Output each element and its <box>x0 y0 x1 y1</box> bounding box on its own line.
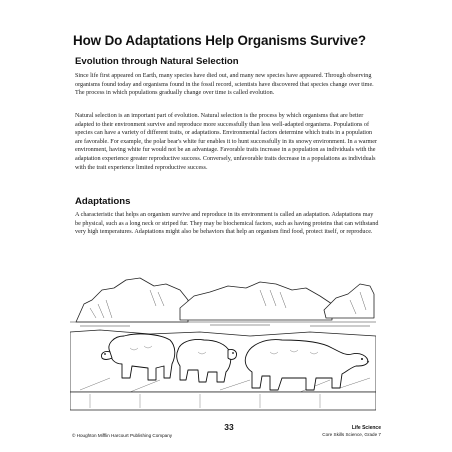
paragraph-evolution-1: Since life first appeared on Earth, many species have died out, and many new species have appeared. Through observing organisms found today and organisms found in the fossil record, scientists have discovered that species change over time. The process in which populations gradually change over time is called evolution. <box>75 73 374 97</box>
footer-book-title: Core Skills Science, Grade 7 <box>322 431 381 437</box>
polar-bears-illustration <box>70 260 376 420</box>
footer-book-info <box>322 425 381 438</box>
footer-subject: Life Science <box>351 425 381 431</box>
paragraph-adaptations: A characteristic that helps an organism survive and reproduce in its environment is called an adaptation. Adaptations may be physical, such as a long neck or striped fur. They may be biochemical factors, such as having proteins that can withstand very high temperatures. Adaptations might also be behaviors that help an organism find food, protect itself, or reproduce. <box>75 212 379 236</box>
page-number: 33 <box>224 422 234 432</box>
section-heading-adaptations: Adaptations <box>75 196 131 207</box>
section-heading-evolution: Evolution through Natural Selection <box>75 56 239 67</box>
page-title: How Do Adaptations Help Organisms Survive? <box>73 33 366 48</box>
paragraph-evolution-2: Natural selection is an important part of evolution. Natural selection is the process by which organisms that are better adapted to their environment survive and reproduce more successfully than less well-adapted organisms. Populations of species can have a variety of different traits, or adaptations. Environmental factors determine which traits in a population are favorable. For example, the polar bear's white fur enables it to hunt successfully in its snowy environment. In a warmer environment, having white fur would not be an advantage. Favorable traits increase in a population as individuals with the adaptation experience greater reproductive success. Conversely, unfavorable traits decrease in a populations as individuals with the trait experience limited reproductive success. <box>75 113 378 171</box>
copyright-notice: © Houghton Mifflin Harcourt Publishing Company <box>72 433 173 438</box>
